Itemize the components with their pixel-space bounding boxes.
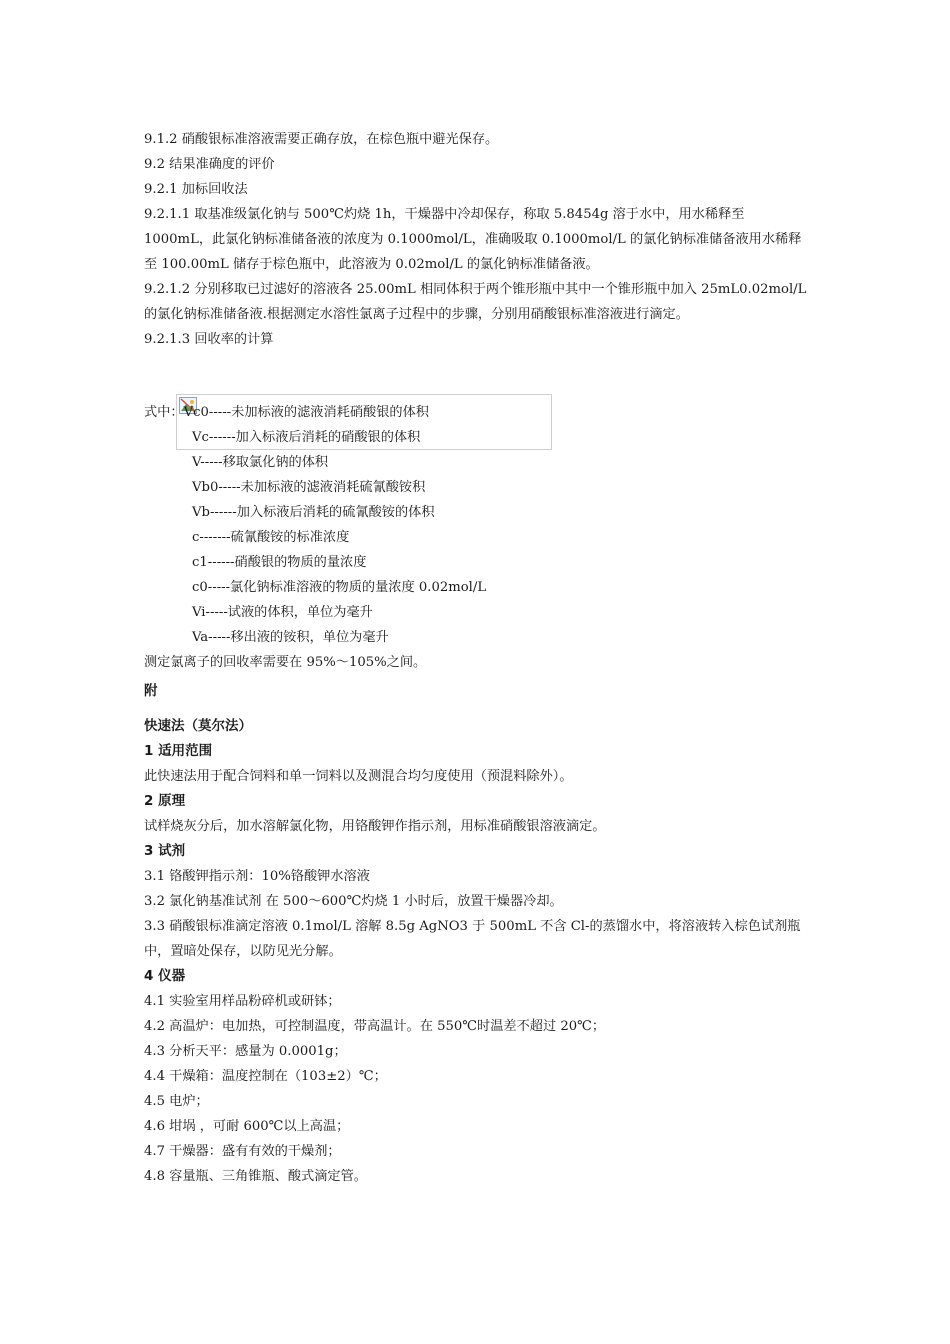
section-1-title: 1 适用范围 — [144, 743, 213, 759]
where-item: Vc0-----未加标液的滤液消耗硝酸银的体积 — [183, 405, 429, 420]
instrument-item: 4.1 实验室用样品粉碎机或研钵； — [144, 994, 341, 1009]
section-2-title: 2 原理 — [144, 793, 186, 809]
where-item: c1------硝酸银的物质的量浓度 — [192, 555, 367, 570]
section-4-title: 4 仪器 — [144, 968, 186, 984]
where-item: Vb------加入标液后消耗的硫氰酸铵的体积 — [192, 505, 435, 520]
where-item: Vi-----试液的体积，单位为毫升 — [192, 605, 373, 620]
where-prefix: 式中： — [144, 405, 184, 420]
heading-9-2: 9.2 结果准确度的评价 — [144, 157, 275, 172]
line-9-1-2: 9.1.2 硝酸银标准溶液需要正确存放，在棕色瓶中避光保存。 — [144, 132, 499, 147]
where-item: c-------硫氰酸铵的标准浓度 — [192, 530, 350, 545]
reagent-item: 3.1 铬酸钾指示剂：10%铬酸钾水溶液 — [144, 869, 370, 884]
where-item: V-----移取氯化钠的体积 — [192, 455, 329, 470]
where-item: Vc------加入标液后消耗的硝酸银的体积 — [192, 430, 421, 445]
reagent-item: 3.3 硝酸银标准滴定溶液 0.1mol/L 溶解 8.5g AgNO3 于 500mL 不含 Cl-的蒸馏水中，将溶液转入棕色试剂瓶中，置暗处保存，以防见光分解。 — [144, 919, 801, 959]
instrument-item: 4.8 容量瓶、三角锥瓶、酸式滴定管。 — [144, 1169, 367, 1184]
instrument-item: 4.6 坩埚 ，可耐 600℃以上高温； — [144, 1119, 350, 1134]
instrument-item: 4.7 干燥器：盛有有效的干燥剂； — [144, 1144, 341, 1159]
section-3-title: 3 试剂 — [144, 843, 186, 859]
where-item: Vb0-----未加标液的滤液消耗硫氰酸铵积 — [192, 480, 426, 495]
recovery-note: 测定氯离子的回收率需要在 95%～105%之间。 — [144, 655, 427, 670]
section-1-text: 此快速法用于配合饲料和单一饲料以及测混合均匀度使用（预混料除外）。 — [144, 769, 573, 784]
formula-gap — [144, 352, 824, 400]
where-item: c0-----氯化钠标准溶液的物质的量浓度 0.02mol/L — [192, 580, 487, 595]
appendix-heading: 附 — [144, 683, 158, 699]
heading-9-2-1: 9.2.1 加标回收法 — [144, 182, 248, 197]
paragraph-9-2-1-1: 9.2.1.1 取基准级氯化钠与 500℃灼烧 1h，干燥器中冷却保存，称取 5.8454g 溶于水中，用水稀释至 1000mL，此氯化钠标准储备液的浓度为 0.1000mol/L，准确吸取 0.1000mol/L 的氯化钠标准储备液用水稀释至 100.00mL 储存于棕色瓶中，此溶液为 0.02mol/L 的氯化钠标准储备液。 — [144, 207, 802, 272]
method-title: 快速法（莫尔法） — [144, 718, 252, 734]
section-2-text: 试样烧灰分后，加水溶解氯化物，用铬酸钾作指示剂，用标准硝酸银溶液滴定。 — [144, 819, 606, 834]
paragraph-9-2-1-2: 9.2.1.2 分别移取已过滤好的溶液各 25.00mL 相同体积于两个锥形瓶中其中一个锥形瓶中加入 25mL0.02mol/L 的氯化钠标准储备液.根据测定水溶性氯离子过程中的步骤，分别用硝酸银标准溶液进行滴定。 — [144, 282, 807, 322]
heading-9-2-1-3: 9.2.1.3 回收率的计算 — [144, 332, 274, 347]
instrument-item: 4.4 干燥箱：温度控制在（103±2）℃； — [144, 1069, 387, 1084]
reagent-item: 3.2 氯化钠基准试剂 在 500～600℃灼烧 1 小时后，放置干燥器冷却。 — [144, 894, 563, 909]
spacer — [144, 704, 824, 714]
document-body — [144, 127, 824, 1189]
where-first-row — [144, 400, 824, 425]
where-item: Va-----移出液的铵积，单位为毫升 — [192, 630, 389, 645]
instrument-item: 4.2 高温炉：电加热，可控制温度，带高温计。在 550℃时温差不超过 20℃； — [144, 1019, 606, 1034]
instrument-item: 4.5 电炉； — [144, 1094, 209, 1109]
instrument-item: 4.3 分析天平：感量为 0.0001g； — [144, 1044, 347, 1059]
